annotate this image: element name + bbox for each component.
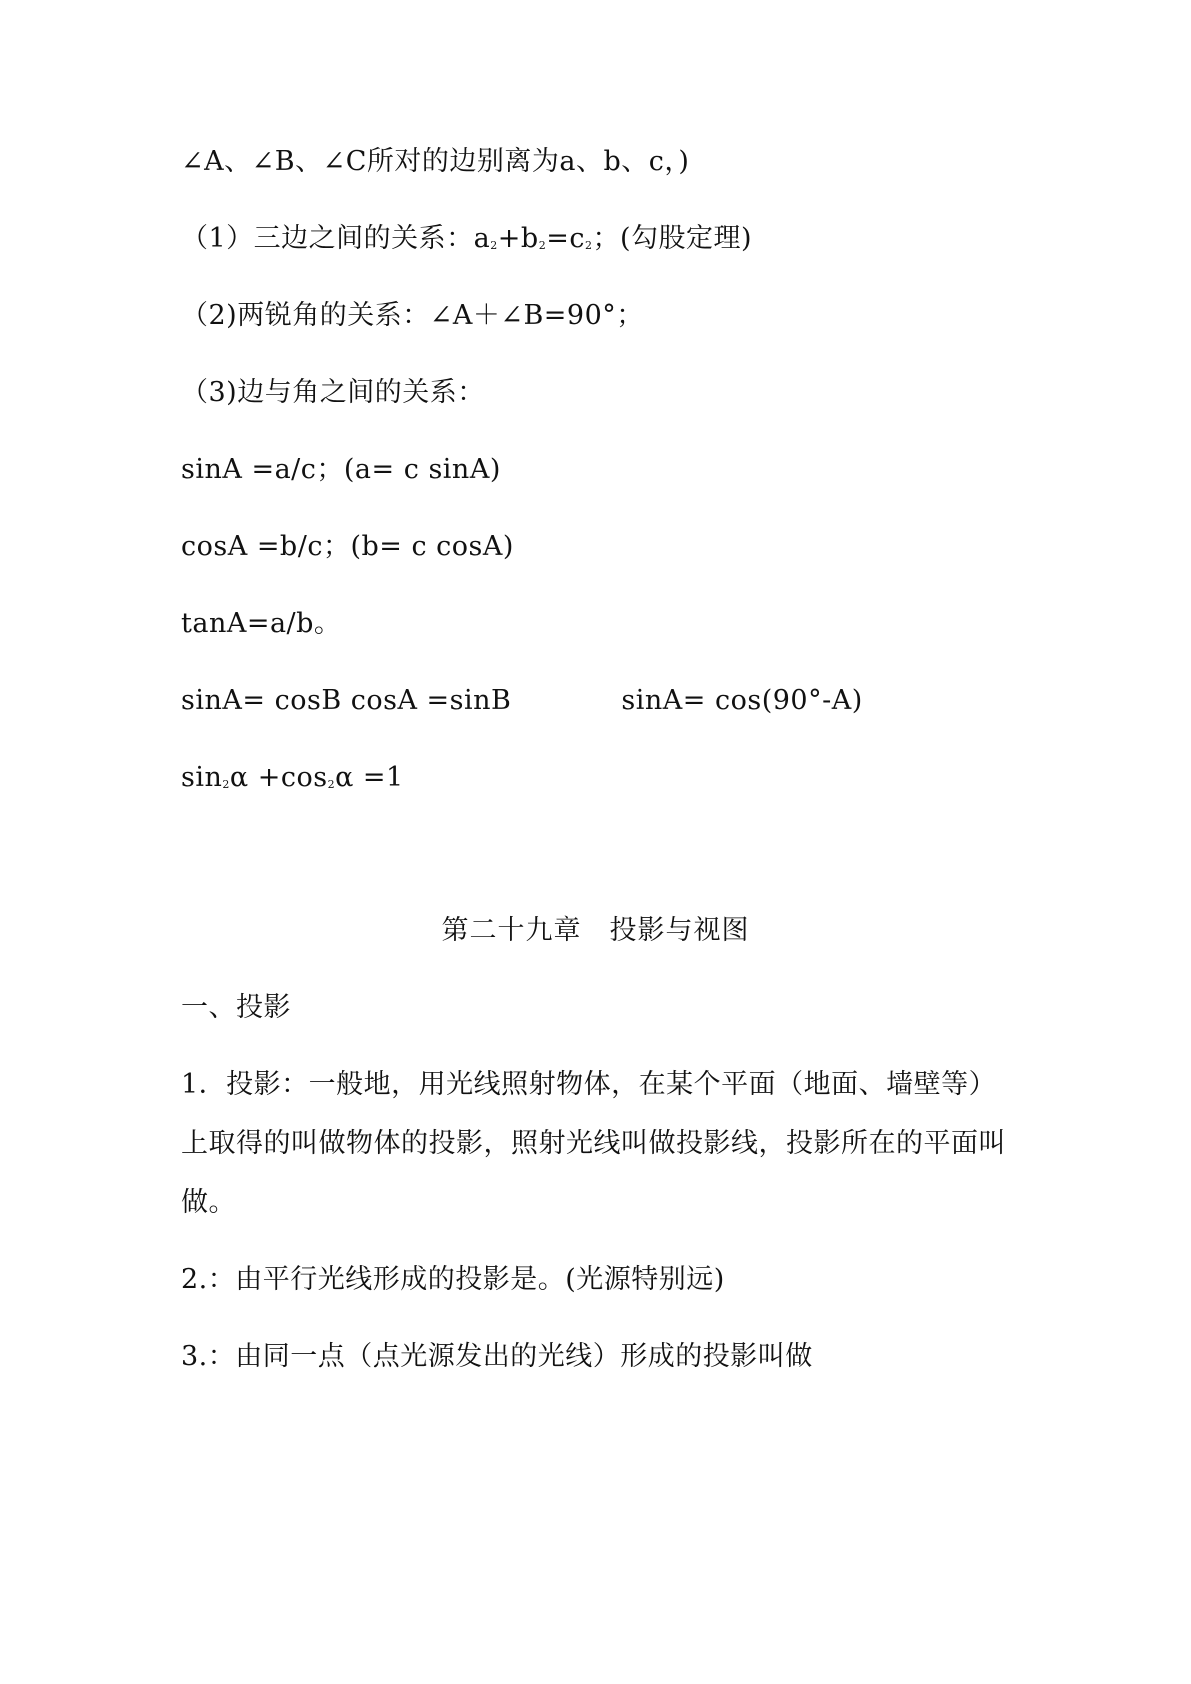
superscript-2: 2 (490, 239, 498, 252)
relation-three-sides-suffix: ；(勾股定理) (592, 223, 753, 254)
formula-pythagorean-identity (181, 761, 404, 800)
section-heading: 一、投影 (181, 992, 291, 1023)
identity-alpha-cos: α +cos (229, 762, 328, 793)
formula-complement-left: sinA= cosB cosA =sinB (181, 685, 512, 716)
relation-three-sides-mid2: =c (546, 223, 585, 254)
relation-three-sides (181, 222, 752, 261)
relation-sides-angles: （3)边与角之间的关系： (181, 377, 485, 408)
superscript-2: 2 (584, 239, 593, 252)
identity-sin: sin (181, 762, 223, 793)
item-1-line-1: 1．投影：一般地，用光线照射物体，在某个平面（地面、墙壁等） (181, 1069, 997, 1100)
item-2: 2.：由平行光线形成的投影是。(光源特别远) (181, 1264, 725, 1295)
chapter-title: 第二十九章 投影与视图 (441, 915, 750, 946)
triangle-sides-intro: ∠A、∠B、∠C所对的边别离为a、b、c，) (181, 146, 690, 177)
item-3: 3.：由同一点（点光源发出的光线）形成的投影叫做 (181, 1341, 813, 1372)
formula-complement-right: sinA= cos(90°-A) (621, 685, 863, 716)
relation-acute-angles: （2)两锐角的关系：∠A＋∠B=90°； (181, 300, 644, 331)
formula-cos: cosA =b/c；(b= c cosA) (181, 531, 514, 562)
formula-tan: tanA=a/b。 (181, 608, 342, 639)
superscript-2: 2 (327, 778, 336, 791)
item-1-line-3: 做。 (181, 1187, 236, 1218)
relation-three-sides-mid1: +b (497, 223, 539, 254)
formula-sin: sinA =a/c；(a= c sinA) (181, 454, 501, 485)
item-1-line-2: 上取得的叫做物体的投影，照射光线叫做投影线，投影所在的平面叫 (181, 1128, 1006, 1159)
superscript-2: 2 (538, 239, 547, 252)
superscript-2: 2 (222, 778, 230, 791)
relation-three-sides-prefix: （1）三边之间的关系：a (181, 223, 491, 254)
formula-complement (181, 684, 863, 718)
identity-alpha-equals: α =1 (335, 762, 404, 793)
